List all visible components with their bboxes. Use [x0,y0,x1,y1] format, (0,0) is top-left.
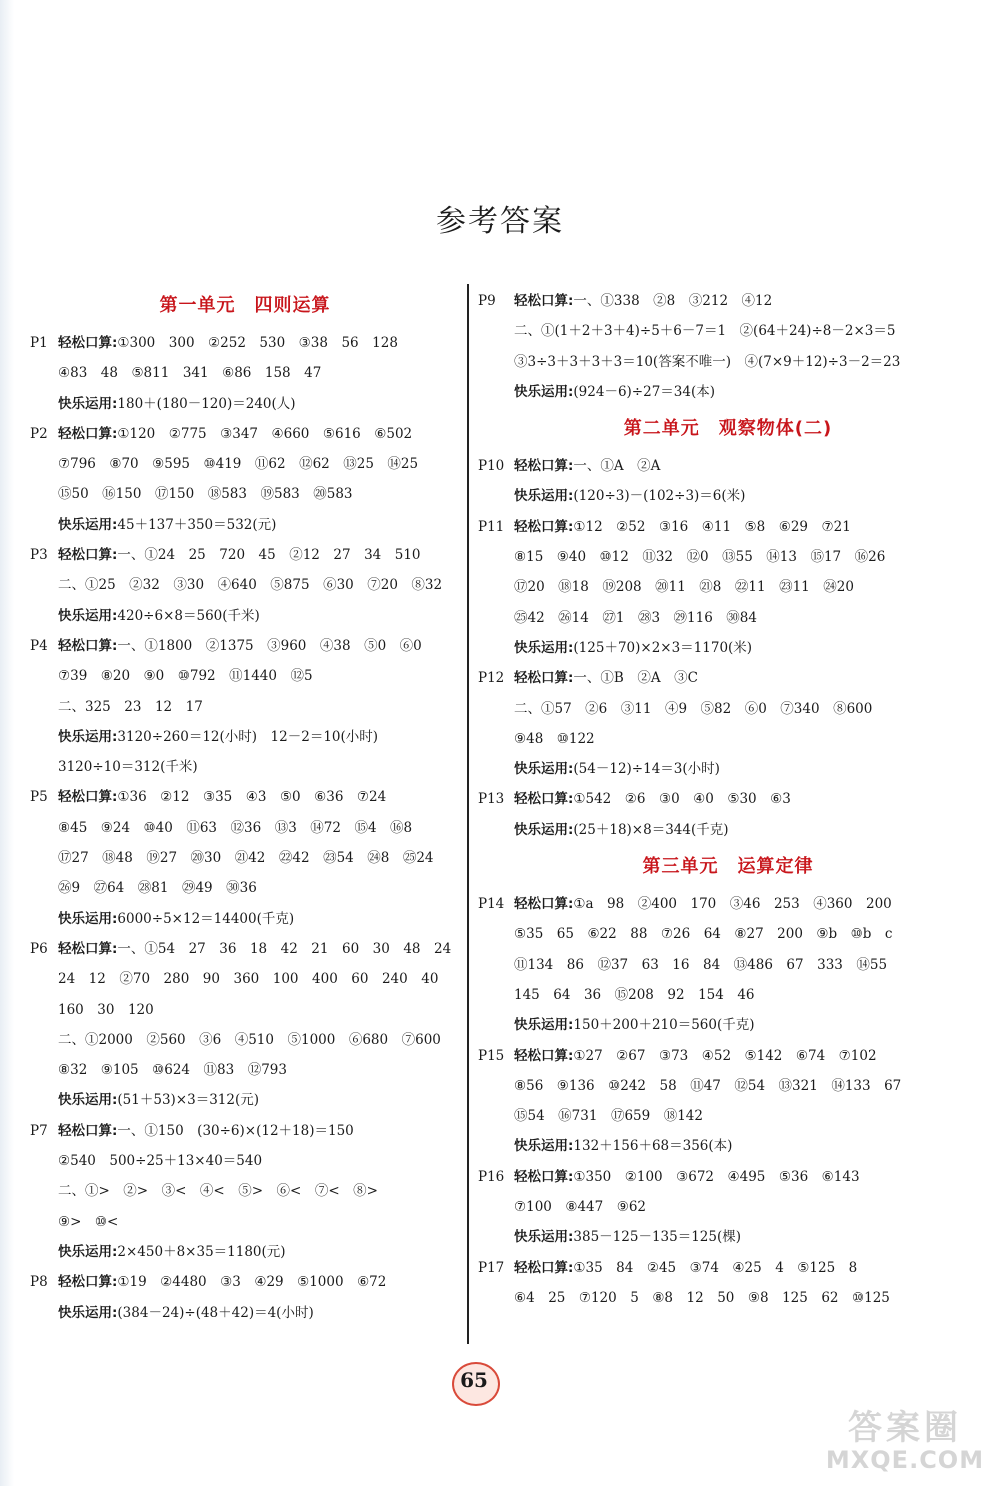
answer-label: 快乐运用: [514,1017,574,1034]
page-ref: P11 [478,518,505,535]
answer-text: 132＋156＋68＝356(本) [573,1138,733,1155]
answer-line [478,724,978,754]
answer-entry [478,1041,978,1162]
answer-text: ⑧45 ⑨24 ⑩40 ⑪63 ⑫36 ⑬3 ⑭72 ⑮4 ⑯8 [58,819,413,836]
answer-line [30,934,460,964]
answer-label: 快乐运用: [514,488,574,505]
unit-heading: 第一单元 四则运算 [159,295,331,316]
answer-text: ⑧15 ⑨40 ⑩12 ⑪32 ⑫0 ⑬55 ⑭13 ⑮17 ⑯26 [514,549,886,566]
answer-text: ⑨48 ⑩122 [514,730,595,747]
page-number: 65 [460,1368,488,1392]
answer-text: ①542 ②6 ③0 ④0 ⑤30 ⑥3 [573,791,791,808]
page-ref: P16 [478,1168,505,1185]
answer-line [478,980,978,1010]
answer-line [30,358,460,388]
answer-label: 快乐运用: [514,821,574,838]
watermark-top: 答案圈 [848,1408,962,1448]
answer-text: 180＋(180－120)＝240(人) [117,395,296,412]
page-ref: P8 [30,1274,48,1291]
answer-label: 轻松口算: [58,335,118,351]
answer-label: 快乐运用: [514,1138,574,1155]
answer-entry [30,631,460,782]
answer-line [478,512,978,542]
answer-text: ⑧32 ⑨105 ⑩624 ⑪83 ⑫793 [58,1062,287,1079]
answer-text: ①27 ②67 ③73 ④52 ⑤142 ⑥74 ⑦102 [573,1047,877,1064]
answer-label: 轻松口算: [514,670,574,687]
unit-heading: 第二单元 观察物体(二) [623,418,833,440]
page-ref: P10 [478,458,505,475]
answer-label: 轻松口算: [514,458,574,475]
answer-line [478,1283,978,1313]
answer-text: 一、①1800 ②1375 ③960 ④38 ⑤0 ⑥0 [117,637,422,654]
answer-text: 160 30 120 [58,1001,154,1018]
answer-text: ⑤35 65 ⑥22 88 ⑦26 64 ⑧27 200 ⑨b ⑩b c [514,926,893,943]
answer-label: 快乐运用: [58,1243,118,1260]
answer-text: 二、325 23 12 17 [58,698,203,715]
answer-text: 一、①54 27 36 18 42 21 60 30 48 24 [117,940,452,957]
answer-text: ①a 98 ②400 170 ③46 253 ④360 200 [573,896,892,913]
answer-text: 一、①B ②A ③C [573,670,698,687]
answer-line [478,286,978,316]
answer-line [30,843,460,873]
answer-line [478,1010,978,1040]
answer-line [478,316,978,346]
answer-line [478,1101,978,1131]
answer-label: 轻松口算: [58,789,118,806]
answer-label: 轻松口算: [514,1047,574,1064]
answer-text: ⑥4 25 ⑦120 5 ⑧8 12 50 ⑨8 125 62 ⑩125 [514,1289,890,1306]
answer-line [30,782,460,812]
answer-line [30,1176,460,1206]
answer-line [478,754,978,784]
answer-text: 2×450＋8×35＝1180(元) [117,1243,286,1260]
answer-label: 轻松口算: [58,547,118,564]
answer-text: (384－24)÷(48＋42)＝4(小时) [117,1304,314,1321]
answer-line [30,904,460,934]
answer-text: 24 12 ②70 280 90 360 100 400 60 240 40 [58,971,439,988]
left-column [30,284,460,1328]
answer-line [30,510,460,540]
answer-line [478,603,978,633]
answer-label: 快乐运用: [58,1304,118,1321]
answer-line [30,752,460,782]
answer-text: ①36 ②12 ③35 ④3 ⑤0 ⑥36 ⑦24 [117,789,387,806]
answer-label: 轻松口算: [58,1274,118,1291]
answer-label: 轻松口算: [58,637,118,654]
answer-entry [478,784,978,845]
answer-line [478,919,978,949]
answer-text: ⑦39 ⑧20 ⑨0 ⑩792 ⑪1440 ⑫5 [58,668,313,685]
watermark-logo [820,1400,990,1480]
answer-entry [478,1253,978,1314]
answer-line [478,377,978,407]
page-number-badge [446,1356,502,1406]
page-ref: P17 [478,1259,505,1276]
answer-label: 轻松口算: [514,1168,574,1185]
answer-text: ⑮50 ⑯150 ⑰150 ⑱583 ⑲583 ⑳583 [58,486,353,503]
answer-text: 145 64 36 ⑮208 92 154 46 [514,986,755,1003]
answer-line [478,1162,978,1192]
answer-text: ⑮54 ⑯731 ⑰659 ⑱142 [514,1108,703,1125]
answer-line [30,1146,460,1176]
answer-line [478,542,978,572]
answer-text: ⑨> ⑩< [58,1213,119,1230]
answer-text: ①120 ②775 ③347 ④660 ⑤616 ⑥502 [117,425,413,442]
answer-text: 一、①24 25 720 45 ②12 27 34 510 [117,547,421,564]
answer-text: 二、①25 ②32 ③30 ④640 ⑤875 ⑥30 ⑦20 ⑧32 [58,577,443,594]
answer-line [478,347,978,377]
answer-entry [30,419,460,540]
answer-text: (924－6)÷27＝34(本) [573,383,715,400]
answer-text: ⑦796 ⑧70 ⑨595 ⑩419 ⑪62 ⑫62 ⑬25 ⑭25 [58,456,419,473]
answer-text: 6000÷5×12＝14400(千克) [117,910,295,927]
answer-label: 快乐运用: [514,383,574,400]
answer-text: ㉖9 ㉗64 ㉘81 ㉙49 ㉚36 [58,880,257,897]
answer-label: 快乐运用: [514,761,574,778]
answer-line [478,633,978,663]
column-divider [467,284,469,1344]
answer-line [30,479,460,509]
answer-label: 快乐运用: [58,1092,118,1109]
answer-text: (25＋18)×8＝344(千克) [573,821,729,838]
answer-line [478,694,978,724]
answer-label: 快乐运用: [58,516,118,533]
answer-label: 轻松口算: [514,791,574,808]
page-ref: P14 [478,896,505,913]
answer-line [30,570,460,600]
answer-entry [478,512,978,663]
answer-line [30,995,460,1025]
answer-text: (125＋70)×2×3＝1170(米) [573,639,753,656]
answer-entry [478,663,978,784]
answer-text: ⑦100 ⑧447 ⑨62 [514,1199,647,1216]
answer-line [478,1071,978,1101]
answer-line [478,784,978,814]
answer-text: ③3÷3＋3＋3＋3＝10(答案不唯一) ④(7×9＋12)÷3－2＝23 [514,353,901,370]
answer-line [30,601,460,631]
answer-line [30,1116,460,1146]
answer-label: 轻松口算: [514,518,574,535]
page-ref: P15 [478,1047,505,1064]
answer-line [30,1055,460,1085]
answer-line [478,1131,978,1161]
answer-text: ②540 500÷25＋13×40＝540 [58,1153,263,1170]
answer-entry [30,1267,460,1328]
answer-entry [30,1116,460,1267]
answer-entry [478,889,978,1040]
answer-text: 150＋200＋210＝560(千克) [573,1017,755,1034]
answer-line [30,1025,460,1055]
answer-line [478,1222,978,1252]
answer-label: 轻松口算: [514,896,574,913]
answer-label: 快乐运用: [58,728,118,745]
answer-line [30,540,460,570]
answer-line [30,813,460,843]
answer-line [30,449,460,479]
answer-entry [30,540,460,631]
answer-text: 二、①> ②> ③< ④< ⑤> ⑥< ⑦< ⑧> [58,1183,378,1200]
answer-entry [30,328,460,419]
answer-text: ①350 ②100 ③672 ④495 ⑤36 ⑥143 [573,1168,860,1185]
answer-text: 385－125－135＝125(棵) [573,1229,742,1246]
answer-label: 快乐运用: [58,607,118,624]
answer-text: (54－12)÷14＝3(小时) [573,761,720,778]
answer-line [30,1298,460,1328]
answer-line [30,1085,460,1115]
answer-text: (120÷3)－(102÷3)＝6(米) [573,488,746,505]
page-ref: P9 [478,293,496,309]
page-ref: P4 [30,637,48,654]
answer-text: 二、①2000 ②560 ③6 ④510 ⑤1000 ⑥680 ⑦600 [58,1031,441,1048]
answer-label: 轻松口算: [58,1122,118,1139]
watermark-bottom: MXQE.COM [825,1446,985,1474]
right-column [478,286,978,1313]
page-title: 参考答案 [436,204,564,239]
answer-text: 45＋137＋350＝532(元) [117,516,277,533]
answer-label: 快乐运用: [514,1229,574,1246]
answer-text: ①19 ②4480 ③3 ④29 ⑤1000 ⑥72 [117,1274,387,1291]
answer-label: 轻松口算: [514,293,574,309]
answer-entry [478,286,978,407]
answer-entry [478,1162,978,1253]
answer-line [30,419,460,449]
answer-text: ⑰27 ⑱48 ⑲27 ⑳30 ㉑42 ㉒42 ㉓54 ㉔8 ㉕24 [58,850,434,867]
answer-text: ⑪134 86 ⑫37 63 16 84 ⑬486 67 333 ⑭55 [514,956,888,973]
answer-line [478,451,978,481]
answer-text: 3120÷10＝312(千米) [58,759,198,776]
answer-line [478,815,978,845]
answer-line [30,722,460,752]
answer-text: ⑧56 ⑨136 ⑩242 58 ⑪47 ⑫54 ⑬321 ⑭133 67 [514,1077,902,1094]
page-ref: P12 [478,670,505,687]
answer-label: 快乐运用: [58,910,118,927]
answer-entry [478,451,978,512]
answer-line [30,873,460,903]
answer-label: 轻松口算: [58,425,118,442]
answer-line [478,1192,978,1222]
answer-text: 二、①(1＋2＋3＋4)÷5＋6－7＝1 ②(64＋24)÷8－2×3＝5 [514,323,896,340]
page-ref: P1 [30,335,48,351]
answer-text: 二、①57 ②6 ③11 ④9 ⑤82 ⑥0 ⑦340 ⑧600 [514,700,873,717]
page-ref: P3 [30,547,48,564]
answer-line [30,389,460,419]
answer-text: ⑰20 ⑱18 ⑲208 ⑳11 ㉑8 ㉒11 ㉓11 ㉔20 [514,579,854,596]
answer-text: (51＋53)×3＝312(元) [117,1092,259,1109]
answer-entry [30,934,460,1116]
answer-text: 一、①150 (30÷6)×(12＋18)＝150 [117,1122,354,1139]
answer-text: ①12 ②52 ③16 ④11 ⑤8 ⑥29 ⑦21 [573,518,851,535]
answer-line [30,1237,460,1267]
answer-label: 快乐运用: [514,639,574,656]
answer-line [478,889,978,919]
answer-line [478,481,978,511]
page-ref: P7 [30,1122,48,1139]
answer-text: 一、①A ②A [573,458,661,475]
answer-text: ㉕42 ㉖14 ㉗1 ㉘3 ㉙116 ㉚84 [514,609,757,626]
answer-label: 快乐运用: [58,395,118,412]
answer-line [478,950,978,980]
answer-line [30,964,460,994]
answer-text: ①35 84 ②45 ③74 ④25 4 ⑤125 8 [573,1259,858,1276]
answer-entry [30,782,460,933]
unit-heading: 第三单元 运算定律 [642,856,814,878]
answer-line [478,663,978,693]
page-ref: P6 [30,940,48,957]
answer-line [30,1267,460,1297]
answer-line [30,692,460,722]
answer-line [478,1253,978,1283]
answer-line [478,572,978,602]
answer-text: ①300 300 ②252 530 ③38 56 128 [117,335,398,351]
answer-label: 轻松口算: [514,1259,574,1276]
answer-line [30,631,460,661]
answer-label: 轻松口算: [58,940,118,957]
answer-line [30,661,460,691]
answer-text: 420÷6×8＝560(千米) [117,607,260,624]
answer-line [30,1207,460,1237]
page-ref: P13 [478,791,505,808]
answer-text: 3120÷260＝12(小时) 12－2＝10(小时) [117,728,379,745]
answer-line [478,1041,978,1071]
answer-line [30,328,460,358]
page-ref: P2 [30,425,48,442]
answer-text: ④83 48 ⑤811 341 ⑥86 158 47 [58,365,322,382]
page-ref: P5 [30,789,48,806]
answer-text: 一、①338 ②8 ③212 ④12 [573,293,773,309]
